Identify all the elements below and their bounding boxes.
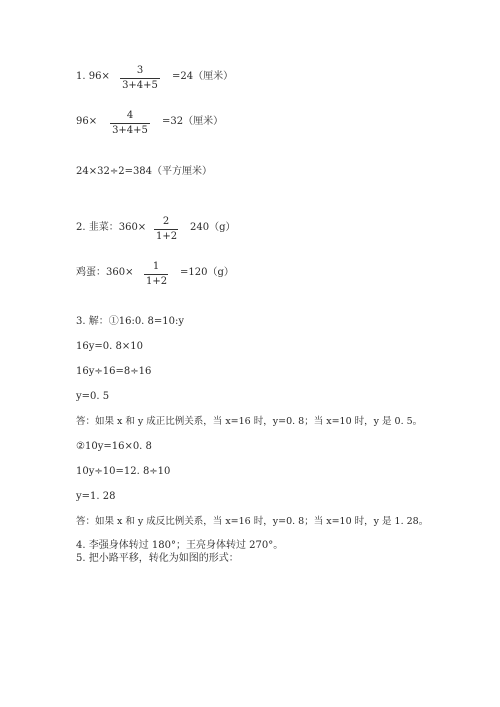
- fraction-bar: [120, 78, 160, 79]
- q1-line1-suffix: =24（厘米）: [172, 71, 234, 82]
- q3-answer-1: 答：如果 x 和 y 成正比例关系，当 x=16 时，y=0. 8；当 x=10 时，y 是 0. 5。: [76, 416, 423, 427]
- q1-line2-numerator: 4: [126, 110, 134, 121]
- q2-line1-numerator: 2: [162, 216, 170, 227]
- q2-line1-denominator: 1+2: [156, 231, 178, 242]
- q1-line3: 24×32÷2=384（平方厘米）: [76, 166, 213, 177]
- q3-line-8: y=1. 28: [76, 491, 116, 502]
- q3-line-1: 3. 解：①16:0. 8=10:y: [76, 316, 185, 327]
- q2-line1-prefix: 2. 韭菜：360×: [76, 222, 147, 233]
- q1-line2-suffix: =32（厘米）: [162, 116, 224, 127]
- q4-line: 4. 李强身体转过 180°；王亮身体转过 270°。: [76, 540, 284, 551]
- q2-line1-suffix: 240（g）: [190, 222, 236, 233]
- fraction-bar: [110, 123, 150, 124]
- q3-line-2: 16y=0. 8×10: [76, 341, 143, 352]
- q1-line2-prefix: 96×: [76, 116, 98, 127]
- q3-line-6: ②10y=16×0. 8: [76, 441, 152, 452]
- q3-answer-2: 答：如果 x 和 y 成反比例关系，当 x=16 时，y=0. 8；当 x=10 时，y 是 1. 28。: [76, 516, 429, 527]
- q5-line: 5. 把小路平移，转化为如图的形式：: [76, 553, 239, 564]
- q2-line1-fraction: [154, 216, 178, 243]
- q1-line1-prefix: 1. 96×: [76, 71, 110, 82]
- q2-line2-suffix: =120（g）: [180, 267, 234, 278]
- q3-line-3: 16y÷16=8÷16: [76, 366, 152, 377]
- q2-line2-denominator: 1+2: [146, 276, 168, 287]
- q3-line-7: 10y÷10=12. 8÷10: [76, 466, 171, 477]
- q2-line2-prefix: 鸡蛋：360×: [76, 267, 134, 278]
- q1-line2-denominator: 3+4+5: [112, 125, 148, 136]
- q1-line1-denominator: 3+4+5: [122, 80, 158, 91]
- fraction-bar: [154, 229, 178, 230]
- q2-line2-fraction: [144, 261, 168, 288]
- q1-line2-fraction: [110, 110, 150, 137]
- fraction-bar: [144, 274, 168, 275]
- q1-line1-numerator: 3: [136, 65, 144, 76]
- q1-line1-fraction: [120, 65, 160, 92]
- q3-line-4: y=0. 5: [76, 391, 110, 402]
- q2-line2-numerator: 1: [152, 261, 160, 272]
